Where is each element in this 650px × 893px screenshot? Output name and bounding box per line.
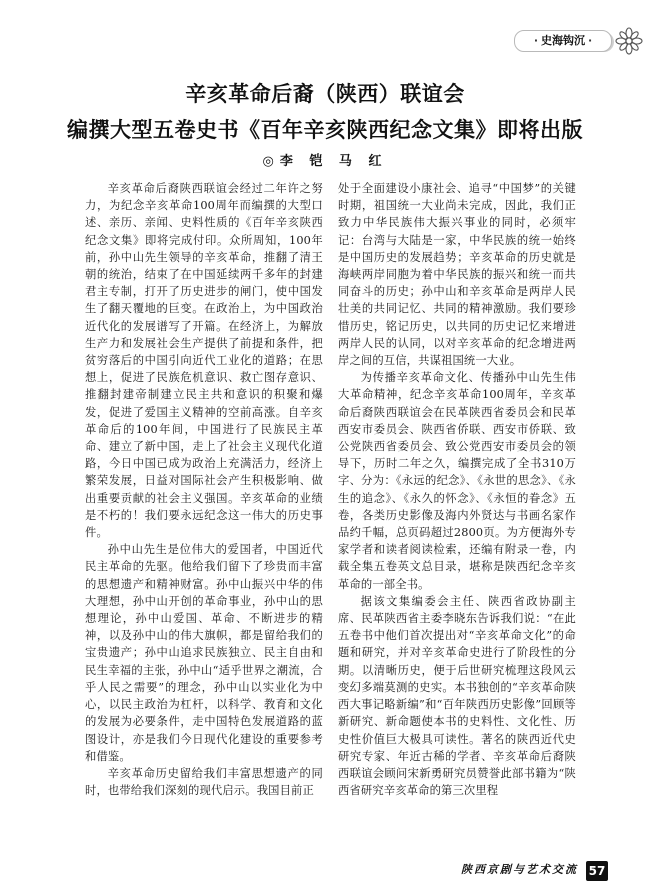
- right-column: [338, 180, 576, 799]
- paragraph: 辛亥革命后裔陕西联谊会经过二年许之努力，为纪念辛亥革命100周年而编撰的大型口述、亲历、亲闻、史料性质的《百年辛亥陕西纪念文集》即将完成付印。众所周知，100年前，孙中山先生领导的辛亥革命，推翻了清王朝的统治，结束了在中国延续两千多年的封建君主专制，打开了历史进步的闸门，使中国发生了翻天覆地的巨变。在政治上，为中国政治近代化的发展谱写了开篇。在经济上，为解放生产力和发展社会生产提供了前提和条件，把贫穷落后的中国引向近代工业化的道路；在思想上，促进了民族危机意识、救亡图存意识、推翻封建帝制建立民主共和意识的积聚和爆发，促进了爱国主义精神的空前高涨。自辛亥革命后的100年间，中国进行了民族民主革命、建立了新中国，走上了社会主义现代化道路，今日中国已成为政治上充满活力，经济上繁荣发展，日益对国际社会产生积极影响、做出重要贡献的社会主义强国。辛亥革命的业绩是不朽的！我们要永远纪念这一伟大的历史事件。: [85, 182, 323, 540]
- flower-ornament-icon: [614, 26, 644, 56]
- paragraph: 孙中山先生是位伟大的爱国者，中国近代民主革命的先驱。他给我们留下了珍贵而丰富的思想遗产和精神财富。孙中山振兴中华的伟大理想，孙中山开创的革命事业，孙中山的思想理论，孙中山爱国、革命、不断进步的精神，以及孙中山的伟大旗帜，都是留给我们的宝贵遗产；孙中山追求民族独立、民主自由和民生幸福的主张，孙中山“适乎世界之潮流，合乎人民之需要”的理念，孙中山以实业化为中心，以民主政治为杠杆，以科学、教育和文化的发展为必要条件，走中国特色发展道路的蓝图设计，亦是我们今日现代化建设的重要参考和借鉴。: [85, 543, 323, 763]
- paragraph: 为传播辛亥革命文化、传播孙中山先生伟大革命精神，纪念辛亥革命100周年，辛亥革命后裔陕西联谊会在民革陕西省委员会和民革西安市委员会、陕西省侨联、西安市侨联、致公党陕西省委员会、致公党西安市委员会的领导下，历时二年之久，编撰完成了全书310万字、分为：《永远的纪念》、《永世的思念》、《永生的追念》、《永久的怀念》、《永恒的眷念》五卷，各类历史影像及海内外贤达与书画名家作品约千幅，总页码超过2800页。为方便海外专家学者和读者阅读检索，还编有附录一卷，内载全集五卷英文总目录，堪称是陕西纪念辛亥革命的一部全书。: [338, 371, 576, 591]
- column-tag: [516, 30, 612, 52]
- paragraph: 据该文集编委会主任、陕西省政协副主席、民革陕西省主委李晓东告诉我们说：“在此五卷书中他们首次提出对“辛亥革命文化”的命题和研究，并对辛亥革命史进行了阶段性的分期。以清晰历史，便于后世研究梳理这段风云变幻多端莫测的史实。本书独创的“辛亥革命陕西大事记略新编”和“百年陕西历史影像”回顾等新研究、新命题使本书的史料性、文化性、历史性价值巨大极具可读性。著名的陕西近代史研究专家、年近古稀的学者、辛亥革命后裔陕西联谊会顾问宋新勇研究员赞誉此部书籍为“陕西省研究辛亥革命的第三次里程: [338, 594, 576, 798]
- article-title-line2: 编撰大型五卷史书《百年辛亥陕西纪念文集》即将出版: [67, 118, 583, 142]
- page-number: 57: [586, 861, 608, 881]
- column-tag-label: · 史海钩沉 ·: [514, 30, 612, 52]
- article-title-line1: 辛亥革命后裔（陕西）联谊会: [185, 82, 465, 106]
- article-author: ◎李 铠 马 红: [262, 154, 388, 169]
- paragraph: 辛亥革命历史留给我们丰富思想遗产的同时，也带给我们深刻的现代启示。我国目前正: [85, 766, 323, 798]
- footer-magazine-name: 陕西京剧与艺术交流: [461, 863, 578, 876]
- column-tag-text: 史海钩沉: [541, 34, 585, 47]
- left-column: [85, 180, 323, 799]
- paragraph: 处于全面建设小康社会、追寻“中国梦”的关键时期，祖国统一大业尚未完成，因此，我们正致力中华民族伟大振兴事业的同时，必须牢记：台湾与大陆是一家，中华民族的统一始终是中国历史的发展趋势；辛亥革命的历史就是海峡两岸同胞为着中华民族的振兴和统一而共同奋斗的历史；孙中山和辛亥革命是两岸人民壮美的共同记忆、共同的精神激励。我们要珍惜历史，铭记历史，以共同的历史记忆来增进两岸人民的认同，以对辛亥革命的纪念增进两岸之间的互信，共谋祖国统一大业。: [338, 182, 576, 368]
